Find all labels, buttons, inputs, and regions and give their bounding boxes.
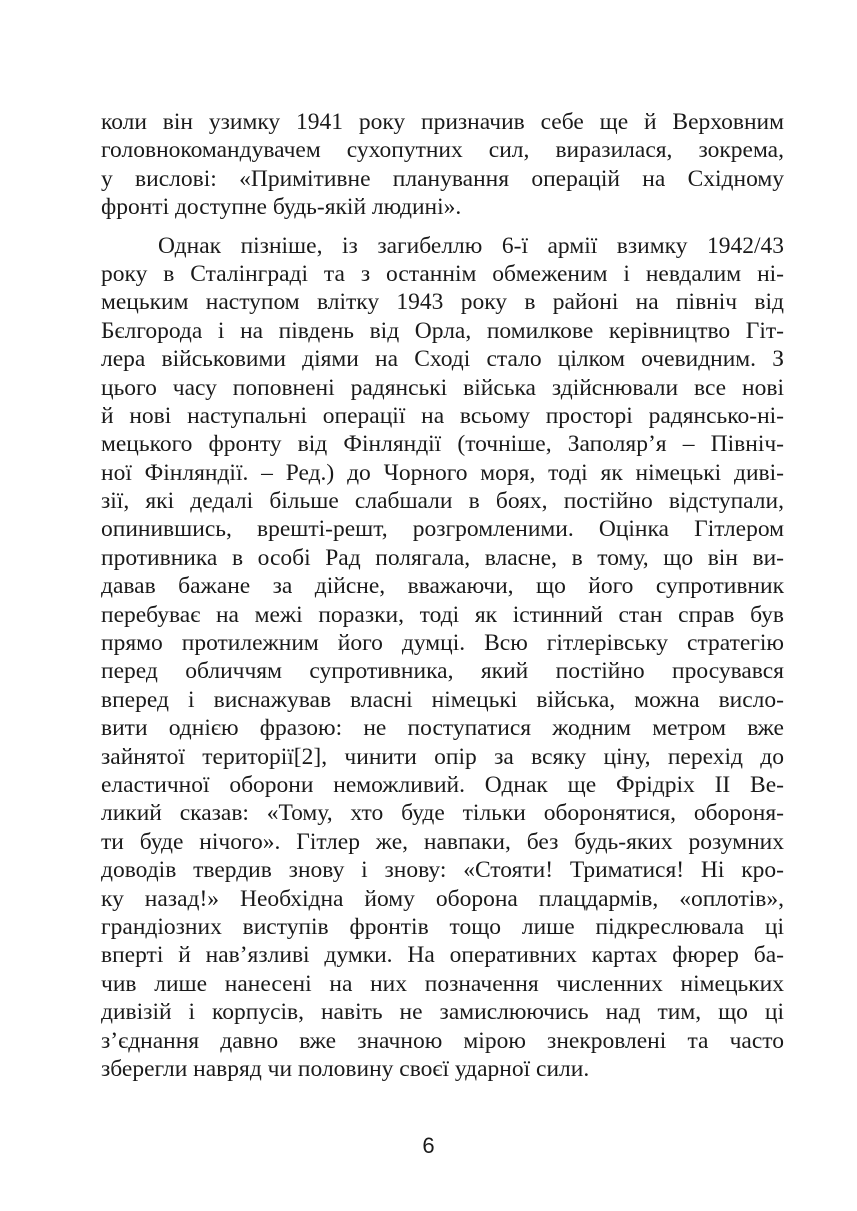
text-line: зії, які дедалі більше слабшали в боях, постійно відступали,	[101, 488, 784, 515]
text-line: фронті доступне будь-якій людині».	[101, 194, 462, 221]
text-line: зберегли навряд чи половину своєї ударної сили.	[101, 1055, 590, 1082]
text-line: коли він узимку 1941 року призначив себе ще й Верховним	[101, 109, 784, 135]
text-line: у вислові: «Примітивне планування операцій на Східному	[101, 165, 784, 192]
text-line: грандіозних виступів фронтів тощо лише підкреслювала ці	[101, 913, 784, 940]
text-line: опинившись, врешті-решт, розгромленими. Оцінка Гітлером	[101, 516, 784, 543]
text-line: перед обличчям супротивника, який постійно просувався	[101, 658, 784, 685]
text-line: цього часу поповнені радянські війська здійснювали все нові	[101, 374, 784, 401]
text-line: чив лише нанесені на них позначення численних німецьких	[101, 970, 784, 997]
text-line: мецького фронту від Фінляндії (точніше, Заполяр’я – Північ-	[101, 431, 784, 458]
text-line: мецьким наступом влітку 1943 року в районі на північ від	[101, 289, 784, 316]
text-line: й нові наступальні операції на всьому просторі радянсько-ні-	[101, 402, 784, 429]
text-line: дивізій і корпусів, навіть не замислюючись над тим, що ці	[101, 999, 784, 1026]
paragraph-2	[101, 232, 784, 1084]
text-line: ку назад!» Необхідна йому оборона плацдармів, «оплотів»,	[101, 885, 784, 912]
text-line: вперті й нав’язливі думки. На оперативних картах фюрер ба-	[101, 942, 784, 969]
text-line: вити однією фразою: не поступатися жодним метром вже	[101, 715, 784, 742]
text-line: вперед і виснажував власні німецькі війська, можна вислo-	[101, 686, 784, 713]
text-line: противника в особі Рад полягала, власне, в тому, що він ви-	[101, 544, 784, 571]
text-line: зайнятої території[2], чинити опір за всяку ціну, перехід до	[101, 743, 784, 770]
text-line: лера військовими діями на Сході стало цілком очевидним. З	[101, 346, 784, 373]
text-line: з’єднання давно вже значною мірою знекровлені та часто	[101, 1027, 784, 1054]
text-line: ти буде нічого». Гітлер же, навпаки, без будь-яких розумних	[101, 828, 784, 855]
text-line: Однак пізніше, із загибеллю 6-ї армії взимку 1942/43	[158, 232, 784, 259]
page-number: 6	[422, 1133, 435, 1158]
text-line: прямо протилежним його думці. Всю гітлерівську стратегію	[101, 630, 784, 657]
text-line: головнокомандувачем сухопутних сил, виразилася, зокрема,	[101, 137, 784, 164]
text-line: давав бажане за дійсне, вважаючи, що його супротивник	[101, 573, 784, 600]
text-line: перебуває на межі поразки, тоді як істинний стан справ був	[101, 601, 784, 628]
text-line: року в Сталінграді та з останнім обмеженим і невдалим ні-	[101, 260, 784, 287]
text-line: ликий сказав: «Тому, хто буде тільки оборонятися, обороня-	[101, 800, 784, 827]
text-line: еластичної оборони неможливий. Однак ще Фрідріх II Ве-	[101, 771, 784, 798]
text-line: ної Фінляндії. – Ред.) до Чорного моря, тоді як німецькі диві-	[101, 459, 784, 486]
body-text	[101, 108, 784, 1083]
text-line: доводів твердив знову і знову: «Стояти! Триматися! Ні кро-	[101, 857, 784, 884]
text-line: Бєлгорода і на південь від Орла, помилкове керівництво Гіт-	[101, 317, 784, 344]
paragraph-1	[101, 108, 784, 222]
paragraph-gap	[101, 222, 784, 232]
